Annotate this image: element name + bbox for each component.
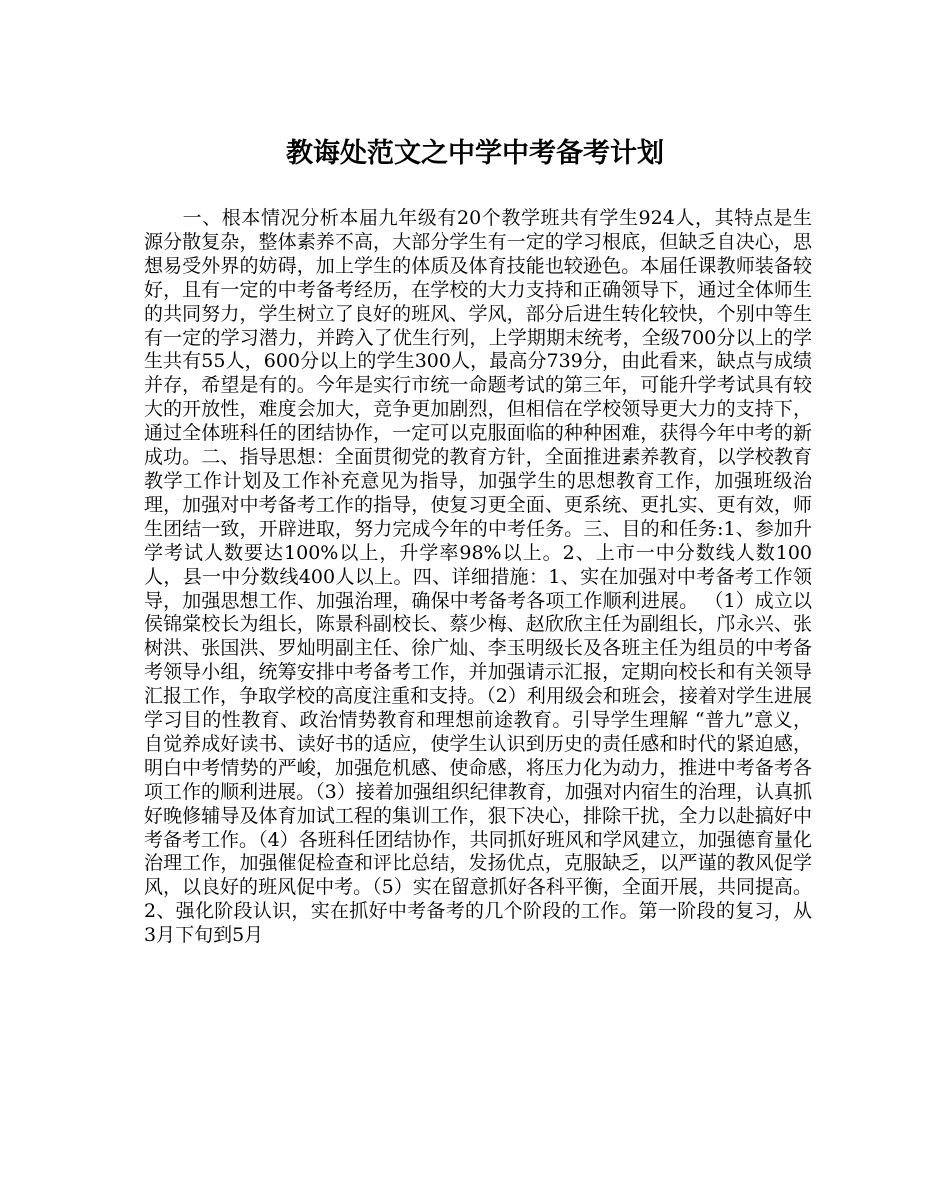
document-body — [144, 207, 812, 948]
document-title: 教诲处范文之中学中考备考计划 — [286, 138, 664, 169]
document-body-text: 一、根本情况分析本届九年级有20个教学班共有学生924人，其特点是生源分散复杂，整体素养不高，大部分学生有一定的学习根底，但缺乏自决心，思想易受外界的妨碍，加上学生的体质及体育技能也较逊色。本届任课教师装备较好，且有一定的中考备考经历，在学校的大力支持和正确领导下，通过全体师生的共同努力，学生树立了良好的班风、学风，部分后进生转化较快，个别中等生有一定的学习潜力，并跨入了优生行列，上学期期末统考，全级700分以上的学生共有55人，600分以上的学生300人，最高分739分，由此看来，缺点与成绩并存，希望是有的。今年是实行市统一命题考试的第三年，可能升学考试具有较大的开放性，难度会加大，竞争更加剧烈，但相信在学校领导更大力的支持下，通过全体班科任的团结协作，一定可以克服面临的种种困难，获得今年中考的新成功。二、指导思想：全面贯彻党的教育方针，全面推进素养教育，以学校教育教学工作计划及工作补充意见为指导，加强学生的思想教育工作，加强班级治理，加强对中考备考工作的指导，使复习更全面、更系统、更扎实、更有效，师生团结一致，开辟进取，努力完成今年的中考任务。三、目的和任务:1、参加升学考试人数要达100%以上，升学率98%以上。2、上市一中分数线人数100人，县一中分数线400人以上。四、详细措施：1、实在加强对中考备考工作领导，加强思想工作、加强治理，确保中考备考各项工作顺利进展。 （1）成立以侯锦棠校长为组长，陈景科副校长、蔡少梅、赵欣欣主任为副组长，邝永兴、张树洪、张国洪、罗灿明副主任、徐广灿、李玉明级长及各班主任为组员的中考备考领导小组，统筹安排中考备考工作，并加强请示汇报，定期向校长和有关领导汇报工作，争取学校的高度注重和支持。（2）利用级会和班会，接着对学生进展学习目的性教育、政治情势教育和理想前途教育。引导学生理解 “普九”意义，自觉养成好读书、读好书的适应，使学生认识到历史的责任感和时代的紧迫感，明白中考情势的严峻，加强危机感、使命感，将压力化为动力，推进中考备考各项工作的顺利进展。（3）接着加强组织纪律教育，加强对内宿生的治理，认真抓好晚修辅导及体育加试工程的集训工作，狠下决心，排除干扰，全力以赴搞好中考备考工作。（4）各班科任团结协作，共同抓好班风和学风建立，加强德育量化治理工作，加强催促检查和评比总结，发扬优点，克服缺乏，以严谨的教风促学风，以良好的班风促中考。（5）实在留意抓好各科平衡，全面开展，共同提高。2、强化阶段认识，实在抓好中考备考的几个阶段的工作。第一阶段的复习，从3月下旬到5月 — [144, 207, 812, 947]
